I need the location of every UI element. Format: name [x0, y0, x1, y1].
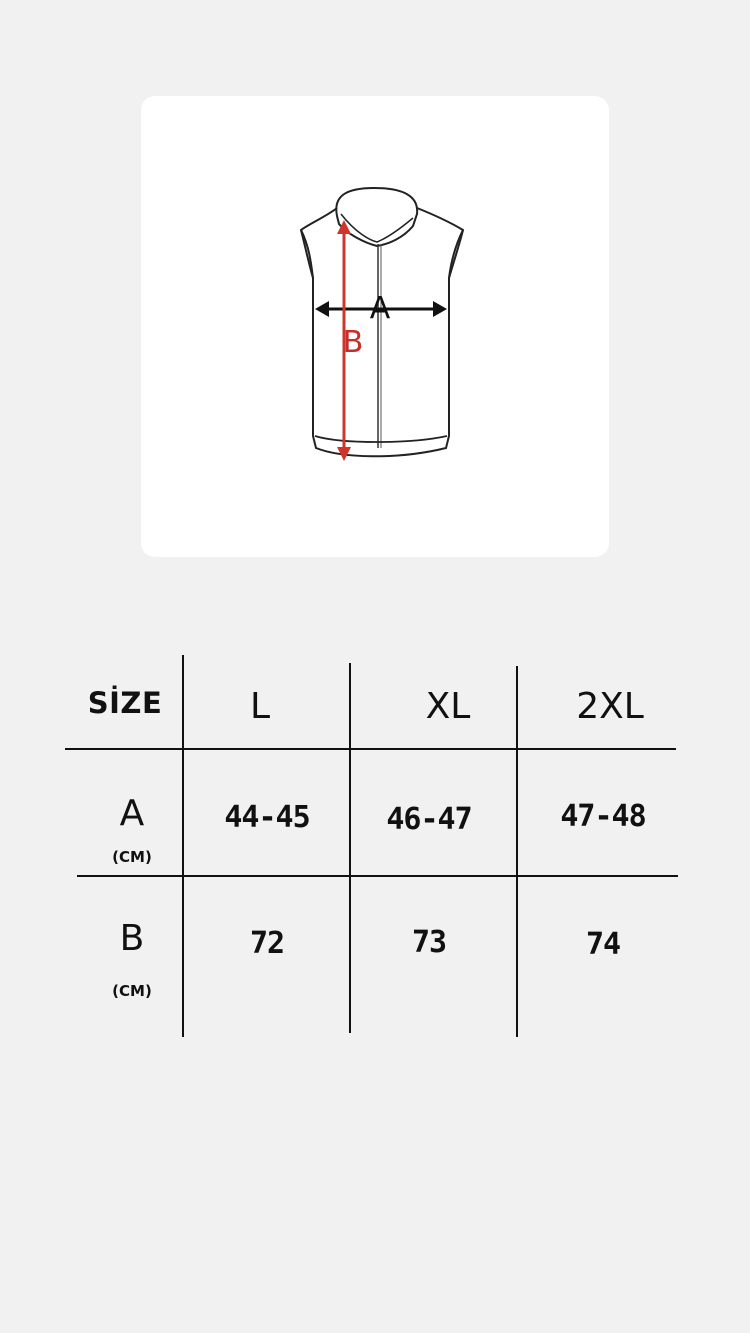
vest-hood — [336, 188, 417, 246]
table-divider-h2 — [77, 875, 678, 877]
row-b-value-l: 72 — [249, 926, 285, 961]
row-a-unit: (CM) — [112, 848, 152, 866]
table-divider-v2 — [349, 663, 351, 1033]
row-b-unit: (CM) — [112, 982, 152, 1000]
table-divider-h1 — [65, 748, 676, 750]
row-b-label: B — [119, 918, 145, 959]
header-col-2xl: 2XL — [576, 686, 644, 727]
row-a-value-l: 44-45 — [224, 800, 310, 835]
header-col-xl: XL — [425, 686, 471, 727]
row-a-label: A — [119, 793, 145, 834]
row-a-value-xl: 46-47 — [386, 802, 472, 837]
table-divider-v3 — [516, 666, 518, 1037]
table-divider-v1 — [182, 655, 184, 1037]
label-a: A — [369, 291, 391, 326]
vest-diagram — [141, 96, 609, 557]
row-b-value-xl: 73 — [411, 925, 447, 960]
garment-diagram-card — [141, 96, 609, 557]
row-b-value-2xl: 74 — [585, 927, 621, 962]
header-size-label: SİZE — [87, 686, 163, 720]
header-col-l: L — [249, 686, 271, 727]
row-a-value-2xl: 47-48 — [560, 799, 646, 834]
label-b: B — [342, 325, 364, 360]
